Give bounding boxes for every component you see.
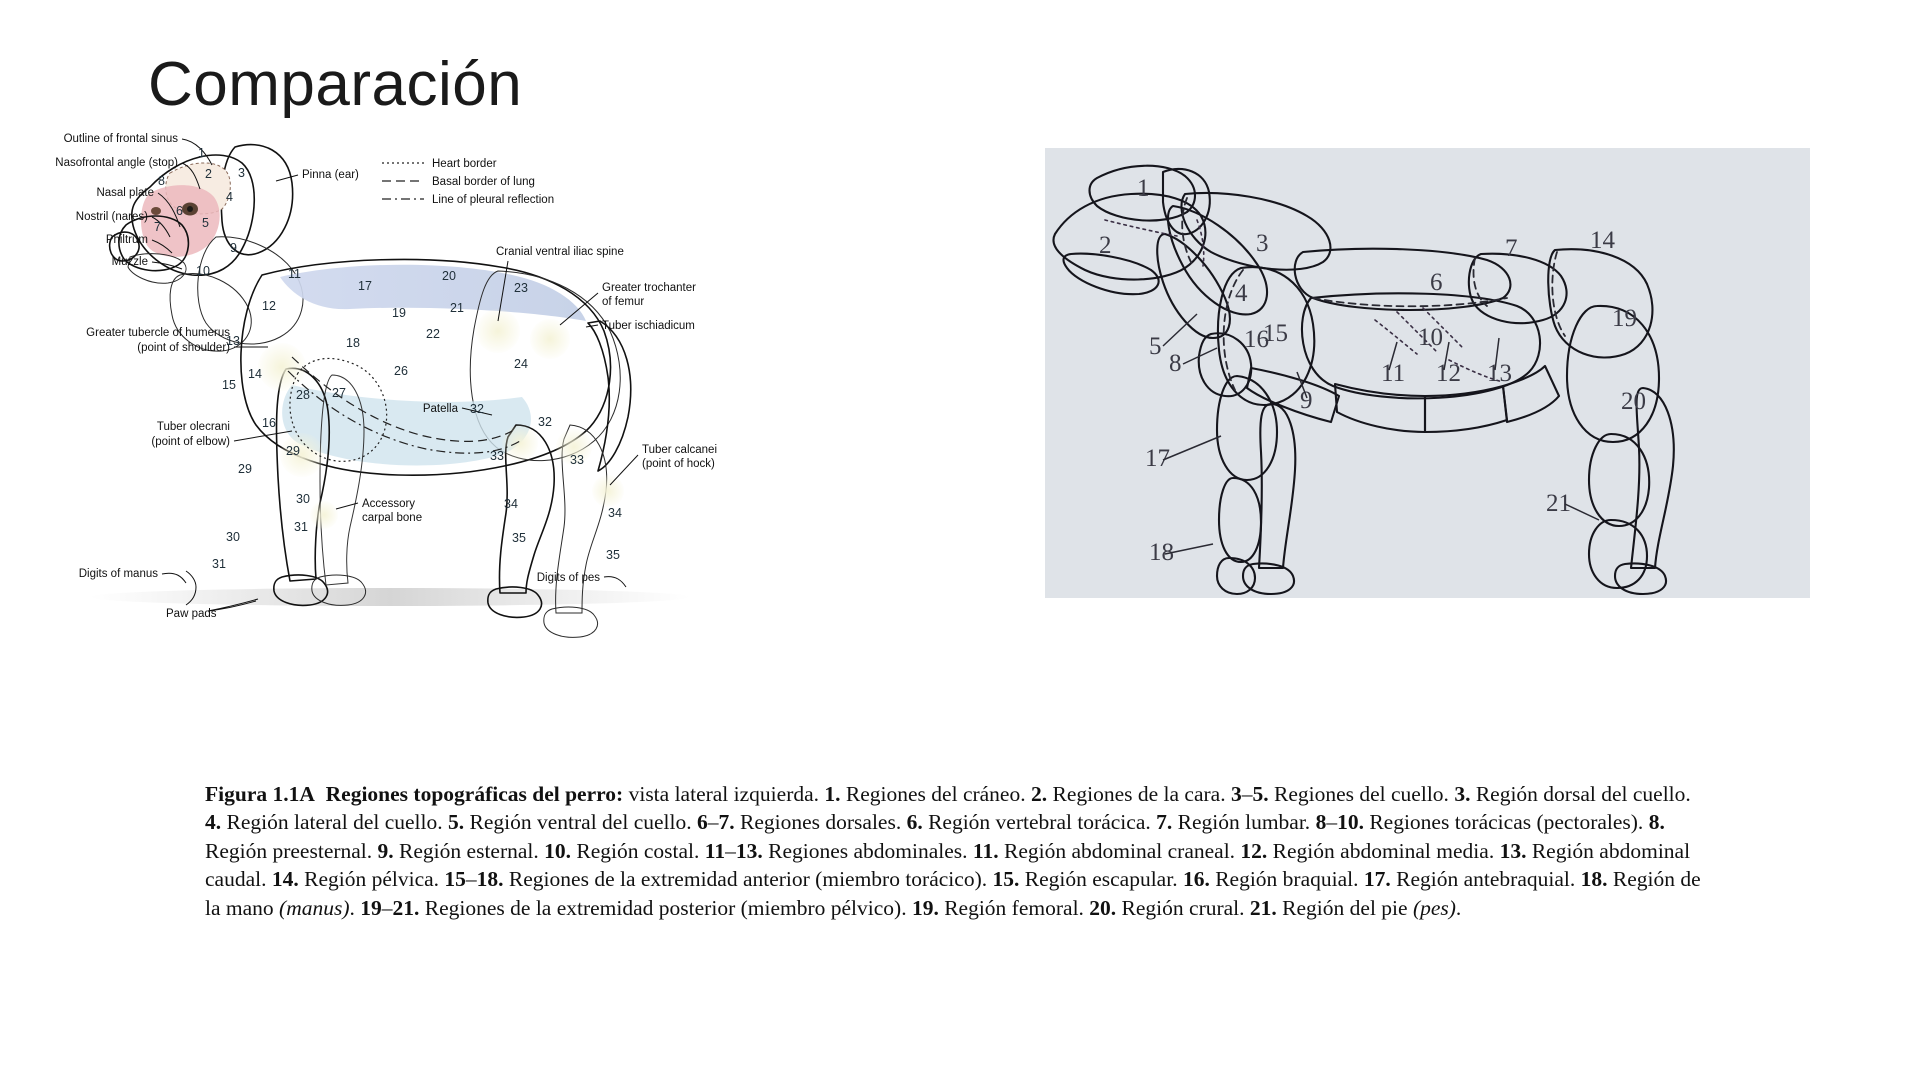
dog-body-shape: [110, 145, 631, 638]
region-number-20: 20: [442, 269, 456, 283]
figure-left-detailed-dog: [30, 125, 875, 765]
region-number-7: 7: [154, 220, 161, 234]
r-region-number-17: 17: [1145, 445, 1170, 472]
region-number-28: 28: [296, 388, 310, 402]
label-cranial-ventral-iliac-spine: Cranial ventral iliac spine: [496, 246, 624, 258]
region-number-34: 34: [504, 497, 518, 511]
landmark-point-of-shoulder: [258, 343, 306, 391]
region-number-34b: 34: [608, 506, 622, 520]
region-number-19: 19: [392, 306, 406, 320]
label-muzzle: Muzzle: [111, 256, 148, 268]
label-nostril-nares: Nostril (nares): [75, 211, 148, 223]
legend-label-heart-border: Heart border: [432, 158, 497, 170]
label-pinna-ear: Pinna (ear): [302, 169, 359, 181]
r-region-number-3: 3: [1256, 230, 1269, 257]
region-number-3: 3: [238, 166, 245, 180]
figure-right-background: [1045, 148, 1810, 598]
callouts-right: [276, 169, 717, 587]
region-number-35b: 35: [606, 548, 620, 562]
region-number-21: 21: [450, 301, 464, 315]
r-region-number-11: 11: [1381, 360, 1406, 387]
region-number-27: 27: [332, 386, 346, 400]
r-region-number-2: 2: [1099, 232, 1112, 259]
label-point-of-hock: (point of hock): [642, 458, 715, 470]
label-digits-of-manus: Digits of manus: [78, 568, 158, 580]
figure-caption: [205, 780, 1705, 922]
r-region-number-4: 4: [1235, 280, 1248, 307]
ground-shadow: [90, 588, 690, 606]
region-number-30: 30: [296, 492, 310, 506]
region-number-16: 16: [262, 416, 276, 430]
r-region-number-21: 21: [1546, 490, 1571, 517]
r-region-number-12: 12: [1436, 360, 1461, 387]
r-region-number-13: 13: [1487, 360, 1512, 387]
region-number-25: 25: [444, 349, 458, 363]
r-region-number-20: 20: [1621, 388, 1646, 415]
region-number-35: 35: [512, 531, 526, 545]
label-digits-of-pes: Digits of pes: [536, 572, 600, 584]
region-number-4: 4: [226, 190, 233, 204]
figure-caption-text: Figura 1.1A Regiones topográficas del perro: vista lateral izquierda. 1. Regiones del cráneo. 2. Regiones de la cara. 3–5. Regiones del cuello. 3. Región dorsal del cuello. 4. Región lateral del cuello. 5. Región ventral del cuello. 6–7. Regiones dorsales. 6. Región vertebral torácica. 7. Región lumbar. 8–10. Regiones torácicas (pectorales). 8. Región preesternal. 9. Región esternal. 10. Región costal. 11–13. Regiones abdominales. 11. Región abdominal craneal. 12. Región abdominal media. 13. Región abdominal caudal. 14. Región pélvica. 15–18. Regiones de la extremidad anterior (miembro torácico). 15. Región escapular. 16. Región braquial. 17. Región antebraquial. 18. Región de la mano (manus). 19–21. Regiones de la extremidad posterior (miembro pélvico). 19. Región femoral. 20. Región crural. 21. Región del pie (pes).: [205, 782, 1701, 920]
r-region-number-8: 8: [1169, 350, 1182, 377]
figure-right-colored-dog: [1045, 148, 1810, 598]
page-title: Comparación: [148, 50, 523, 119]
region-number-22: 22: [426, 327, 440, 341]
region-number-15: 15: [222, 378, 236, 392]
label-outline-of-frontal-sinus: Outline of frontal sinus: [63, 133, 178, 145]
label-point-of-elbow: (point of elbow): [151, 436, 230, 448]
landmark-greater-trochanter: [530, 319, 570, 359]
legend-label-pleural-reflection: Line of pleural reflection: [432, 194, 555, 206]
region-number-33b: 33: [570, 453, 584, 467]
tail: [588, 321, 631, 471]
label-tuber-calcanei: Tuber calcanei: [642, 444, 718, 456]
label-accessory: Accessory: [362, 498, 416, 510]
r-region-number-14: 14: [1590, 227, 1615, 254]
region-number-10: 10: [196, 264, 210, 278]
region-number-32b: 32: [538, 415, 552, 429]
region-number-12: 12: [262, 299, 276, 313]
label-paw-pads: Paw pads: [166, 608, 217, 620]
region-number-26: 26: [394, 364, 408, 378]
label-tuber-olecrani: Tuber olecrani: [156, 421, 230, 433]
landmark-iliac-spine: [476, 309, 520, 353]
label-patella: Patella: [422, 403, 458, 415]
r-region-number-7: 7: [1505, 235, 1518, 262]
r-region-number-16: 16: [1244, 326, 1269, 353]
label-tuber-ischiadicum: Tuber ischiadicum: [602, 320, 695, 332]
region-number-6: 6: [176, 204, 183, 218]
r-region-number-5: 5: [1149, 333, 1162, 360]
label-nasal-plate: Nasal plate: [96, 187, 154, 199]
region-number-14: 14: [248, 367, 262, 381]
region-number-33: 33: [490, 449, 504, 463]
r-region-number-18: 18: [1149, 539, 1174, 566]
label-nasofrontal-angle: Nasofrontal angle (stop): [55, 157, 178, 169]
region-number-30b: 30: [226, 530, 240, 544]
region-number-29b: 29: [238, 462, 252, 476]
legend-left-figure: [382, 158, 554, 206]
region-number-5: 5: [202, 216, 209, 230]
landmark-tuber-calcanei: [592, 475, 624, 507]
region-number-1: 1: [198, 146, 205, 160]
hindlimb-far-paw: [544, 607, 598, 637]
region-dorsal-band: [280, 265, 586, 321]
region-number-9: 9: [230, 241, 237, 255]
r-region-number-9: 9: [1300, 387, 1313, 414]
region-number-11: 11: [288, 267, 301, 281]
leader-pinna: [276, 175, 298, 181]
region-number-13: 13: [226, 334, 240, 348]
region-number-31b: 31: [212, 557, 226, 571]
r-region-number-10: 10: [1418, 324, 1443, 351]
r-region-number-15: 15: [1263, 320, 1288, 347]
r-region-number-6: 6: [1430, 269, 1443, 296]
label-greater-trochanter: Greater trochanter: [602, 282, 696, 294]
region-number-2: 2: [205, 167, 212, 181]
legend-label-basal-border: Basal border of lung: [432, 176, 535, 188]
leader-digits-of-pes: [604, 577, 626, 587]
label-carpal-bone: carpal bone: [362, 512, 423, 524]
label-of-femur: of femur: [602, 296, 645, 308]
leader-tuber-calcanei: [610, 455, 638, 485]
region-number-29: 29: [286, 444, 300, 458]
r-region-number-19: 19: [1612, 305, 1637, 332]
label-greater-tubercle-humerus: Greater tubercle of humerus: [86, 327, 230, 339]
region-number-32: 32: [470, 402, 484, 416]
region-number-17: 17: [358, 279, 372, 293]
label-point-of-shoulder: (point of shoulder): [137, 342, 230, 354]
label-philtrum: Philtrum: [105, 234, 148, 246]
region-number-31: 31: [294, 520, 308, 534]
region-number-24: 24: [514, 357, 528, 371]
landmark-accessory-carpal: [310, 501, 338, 529]
region-number-23: 23: [514, 281, 528, 295]
region-number-8: 8: [158, 174, 165, 188]
r-region-number-1: 1: [1137, 175, 1150, 202]
landmark-patella-near: [502, 425, 538, 461]
region-number-18: 18: [346, 336, 360, 350]
